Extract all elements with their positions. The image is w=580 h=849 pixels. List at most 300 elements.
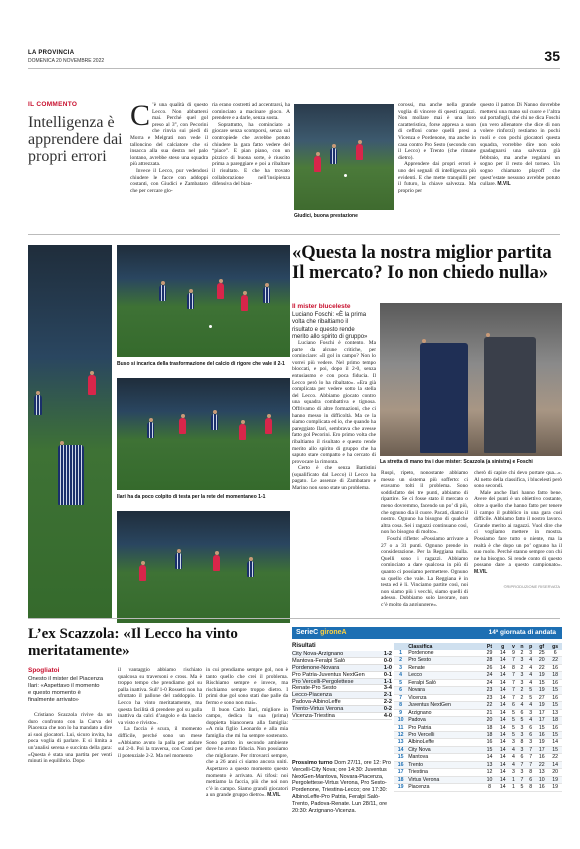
photo-penalty [117,245,290,357]
scazzola-subhead: Onesto il mister del Piacenza Ilari: «Aspettavo il momento e questo momento è finalmente arrivato» [28,676,104,703]
standings-cell: 8 [526,784,535,791]
result-match: Lecco-Piacenza [292,692,332,699]
team-name: Trento [407,761,483,768]
player-figure [330,148,337,164]
standings-cell: 10 [535,776,548,783]
team-name: Pro Vercelli [407,731,483,738]
team-name: Triestina [407,769,483,776]
standings-cell: 5 [394,679,407,686]
standings-cell: 4 [526,657,535,664]
scazzola-col-2: il vantaggio abbiamo rischiato qualcosa su traversoni e cross. Ma è troppo tempo che prendiamo gol su palla inattiva. Sull’1-0 Rossetti non ha sfruttato il pallone del raddoppio. Il Lecco ha vinto meritatamente, ma questa facilità di prendere gol su palla inattiva da calci d’angolo e da lancio va visto e rivisto». La faccia è scura, il momento difficile, perché sono un mese «Abbiamo avuto la palla per andare sul 2-0. Poi la traversa, con Conti per il potenziale 2-2. Ma nel momento [118,667,202,759]
dropcap: C [130,102,151,132]
standings-cell: 20 [535,657,548,664]
standings-cell: 2 [518,650,527,657]
standings-cell: 3 [518,731,527,738]
standings-cell: 26 [483,664,496,671]
standings-cell: 7 [526,761,535,768]
standings-column-header: gs [548,643,562,650]
standings-cell: 14 [548,739,562,746]
player-figure [263,287,270,303]
scazzola-label: Spogliatoi [28,667,60,674]
standings-row [394,761,562,768]
standings-cell: 5 [509,717,517,724]
standings-cell: 8 [509,664,517,671]
standings-cell: 14 [394,746,407,753]
team-name: Feralpi Salò [407,679,483,686]
standings-cell: 22 [535,761,548,768]
standings-cell: 14 [496,687,509,694]
standings-cell: 14 [496,650,509,657]
standings-cell: 5 [518,784,527,791]
standings-cell: 23 [483,687,496,694]
result-score: 1-1 [383,678,392,685]
result-row [292,685,392,692]
standings-cell: 3 [526,739,535,746]
player-figure [239,424,246,440]
standings-cell: 6 [394,687,407,694]
standings-cell: 2 [394,657,407,664]
result-score: 2-1 [383,692,392,699]
result-match: Vicenza-Triestina [292,713,335,720]
scazzola-headline: L’ex Scazzola: «Il Lecco ha vinto meritatamente» [28,626,238,659]
player-figure [265,418,272,434]
commento-col-2: ria erano costretti ad accentrarsi, ha cominciato a macinare gioco. A prendere e a darle, senza sosta. Soprattutto, ha cominciato a giocare senza scomporsi, senza sul contropiede che avrebbe potuto chiudere la gara fatto vedere del “piace”. E pian piano, con un pizzico di buona sorte, è riuscito prima a pareggiare e poi a ribaltare il risultato. E che ha trovato collaborazione nell’insipienza difensiva del bian- [212,102,290,188]
result-score: 0-0 [383,657,392,664]
standings-row [394,739,562,746]
standings-cell: 13 [483,761,496,768]
standings-cell: 4 [526,664,535,671]
commento-col-3: corossi, ma anche nella grande voglia di vincere di questi ragazzi. Non mollare mai è una loro caratteristica, forse appresa a suon di ceffoni come quelli presi a Vicenza e Pordenone, ma anche in casa contro Pro Sesto (secondo con il Lecco) e Trento (che rimane dietro). Apprendere dai propri errori è uno dei segnali di intelligenza più evidenti. E che mette tranquilli per il futuro, la chiave salvezza. Ma proprio per [398,102,476,194]
team-name: Juventus NextGen [407,702,483,709]
photo-save [117,511,290,623]
team-name: Pro Patria [407,724,483,731]
result-score: 4-0 [383,713,392,720]
standings-row [394,724,562,731]
photo-caption: Buso si incarica della trasformazione del calcio di rigore che vale il 2-1 [117,361,285,367]
result-match: Pro Vercelli-Pergolettese [292,678,354,685]
standings-column-header: p [526,643,535,650]
standings-row [394,702,562,709]
standings-cell: 1 [509,776,517,783]
standings-cell: 20 [548,769,562,776]
scazzola-col-1: Cristiano Scazzola rivive da un duro confronto con la Curva del Piacenza che non lo ha mandato a dire ai suoi giocatori. Lui, sicuro invita, ha poca voglia di parlare. E si limita a un’analisi serena e succinta della gara: «Questa è stata una partita per venti minuti in equilibrio. Dopo [28,712,112,765]
standings-cell: 5 [509,731,517,738]
standings-cell: 2 [518,687,527,694]
standings-row [394,754,562,761]
seriec-header [292,627,562,639]
standings-row [394,769,562,776]
standings-row [394,746,562,753]
standings-cell: 14 [496,754,509,761]
result-match: Renate-Pro Sesto [292,685,337,692]
standings-cell: 7 [509,672,517,679]
standings-column-header: v [509,643,517,650]
result-row [292,679,392,686]
standings-cell: 5 [509,724,517,731]
team-name: Pordenone [407,650,483,657]
standings-cell: 8 [518,739,527,746]
standings-cell: 15 [535,679,548,686]
standings-cell: 17 [535,709,548,716]
ball [344,174,347,177]
result-match: Mantova-Feralpi Salò [292,657,346,664]
player-figure [34,395,42,415]
standings-row [394,687,562,694]
standings-cell: 19 [535,687,548,694]
standings-cell: 16 [548,694,562,701]
commento-col-4: questo il patron Di Nanno dovrebbe mettersi una mano sul cuore e l’altra sul portafogli, ché chi ne dica Foschi (un vero allenatore che dice di non volere rinforzi) restiamo in pochi ruoli e con pochi giocatori questa squadra, vorrebbe dire non solo guadagnarsi una salvezza già febbraio, ma anche regalarsi un sogno per il resto del torneo. Un sogno chiamato playoff che quest’estate nessuno avrebbe potuto cullare. M.VIL [480,102,560,188]
player-figure [175,553,182,569]
team-name: Vicenza [407,694,483,701]
coach-figure [420,343,468,453]
player-figure [211,414,218,430]
standings-cell: 23 [483,694,496,701]
player-figure [88,375,96,395]
standings-cell: 14 [548,761,562,768]
standings-row [394,694,562,701]
photo-handshake [380,303,562,456]
result-match: Pordenone-Novara [292,664,340,671]
standings-row [394,657,562,664]
standings-row [394,679,562,686]
next-round-label: Prossimo turno [292,760,333,766]
photo-caption: Giudici, buona prestazione [294,213,358,219]
team-name: Padova [407,717,483,724]
next-round-text: Dom 27/11, ore 12: Pro Vercelli-City Nova; ore 14:30: Juventus NextGen-Mantova, Novara-Piacenza, Pergolettese-Virtus Verona, Pro Sesto-Pordenone, Triestina-Lecco; ore 17:30: AlbinoLeffe-Pro Patria, Feralpi Salò-Trento, Padova-Renate. Lun 28/11, ore 20:30: Arzignano-Vicenza. [292,760,391,814]
standings-cell: 5 [526,694,535,701]
standings-cell: 7 [509,687,517,694]
photo-buso-large [28,245,112,619]
standings-cell: 18 [394,776,407,783]
foschi-col-1: Luciano Foschi è contento. Ma parte da alcune critiche, per cominciare: «Il gol in campo? Non lo vorrei più vedere. Nel primo tempo bloccati, e poi, dopo il 2-0, senza entusiasmo e con poca fiducia. Il Lecco però lo ha ribaltato». «Era già complicata per vedere sotto la stella del Lecco. Abbiamo giocato contro una squadra combattiva e tignosa. Offrivamo di altre formazioni, che ci hanno messo in difficoltà. Ma ce la siamo complicata ed io, che quando ha pareggiato Ilari, sembrava che avesse fatto gol Pecorini. Ero primo volta che ribaltiamo il risultato e questo rende merito allo spirito di gruppo che ha saputo stare compatto e ha cercato di provocare la rimonta. Certo è che senza Battistini (squalificato dal Lecco) il Lecco ha pagato. Le assenze di Zambataro e Marino non sono state un problema. [292,340,376,492]
standings-cell: 7 [509,657,517,664]
standings-body [394,650,562,791]
standings-cell: 1 [509,784,517,791]
standings-cell: 6 [526,724,535,731]
result-row [292,658,392,665]
standings-cell: 15 [548,731,562,738]
foschi-subhead: Luciano Foschi: «È la prima volta che ribaltiamo il risultato e questo rende merito allo spirito di gruppo» [292,312,368,341]
standings-cell: 4 [394,672,407,679]
commento-title: Intelligenza è apprendere dai propri errori [28,114,123,165]
standings-cell: 15 [548,702,562,709]
standings-cell: 17 [394,769,407,776]
standings-cell: 14 [496,724,509,731]
standings-cell: 7 [526,754,535,761]
standings-cell: 16 [535,754,548,761]
player-figure [58,445,84,505]
standings-header [394,643,562,650]
standings-cell: 14 [496,664,509,671]
result-row [292,672,392,679]
player-figure [217,283,224,299]
standings-cell: 24 [483,679,496,686]
foschi-col-2: Ruspi, ripeto, nonostante abbiamo messo un sistema più sofferto: ci eravamo tolti il problema. Sono soddisfatto dei tre punti, abbiamo di ripartire. Se ci fosse stato il mercato o meno dovremmo, facendo un po’ di più, che ognuno dia il cuore. Pacati, diamo il nostro. Ognuno ha bisogno di qualche altra cosa. Sei i ragazzi continuano così, non ho bisogno di molto». Foschi riflette: «Possiamo arrivare a 27 o a 31 punti. Ognuno prende in considerazione. Per la Reggiana nulla. Quelli sono i ragazzi. Abbiamo cominciato a dare qualcosa in più di quanto ci possiamo permettere. Ognuno sa quello che vale. La Reggiana è in testa ed è lì. Vinciamo partite così, noi non siamo più i vecchi, siamo quelli di adesso. Dobbiamo solo lavorare, non c’è molto da aggiungere». [381,470,468,606]
coach-figure [484,337,536,453]
result-score: 1-0 [383,664,392,671]
standings-cell: 4 [509,754,517,761]
standings-cell: 16 [535,784,548,791]
standings-cell: 7 [518,761,527,768]
result-score: 3-4 [383,685,392,692]
standings-cell: 14 [496,746,509,753]
standings-cell: 27 [535,694,548,701]
team-name: AlbinoLeffe [407,739,483,746]
standings-cell: 10 [483,776,496,783]
standings-cell: 8 [526,769,535,776]
standings-cell: 7 [394,694,407,701]
standings-row [394,717,562,724]
standings-cell: 12 [483,769,496,776]
standings-cell: 18 [548,672,562,679]
standings-cell: 3 [518,746,527,753]
standings-cell: 6 [518,709,527,716]
standings-cell: 6 [509,702,517,709]
photo-caption: Ilari ha da poco colpito di testa per la rete del momentaneo 1-1 [117,494,266,500]
standings-cell: 19 [535,739,548,746]
standings-cell: 17 [535,717,548,724]
result-match: Trento-Virtus Verona [292,706,344,713]
standings-cell: 9 [509,650,517,657]
result-score: 1-2 [383,651,392,657]
team-name: Virtus Verona [407,776,483,783]
byline: M.VIL [267,792,281,799]
standings-cell: 5 [518,717,527,724]
standings-cell: 19 [394,784,407,791]
team-name: Novara [407,687,483,694]
standings-row [394,731,562,738]
standings-cell: 14 [496,657,509,664]
result-match: Pro Patria-Juventus NextGen [292,671,365,678]
standings-cell: 15 [548,746,562,753]
team-name: Lecco [407,672,483,679]
standings-cell: 13 [394,739,407,746]
standings-cell: 6 [526,776,535,783]
standings-cell: 16 [548,724,562,731]
player-figure [147,422,154,438]
standings-cell: 18 [548,717,562,724]
standings-cell: 7 [526,746,535,753]
result-row [292,692,392,699]
standings-cell: 19 [535,672,548,679]
standings-cell: 18 [483,724,496,731]
commento-col-1: C ’è una qualità di questo Lecco. Non abbattersi mai. Perché quel gol preso al 3°, con Pecorini che rinvia sui piedi di Morra e Melgrati non vede il talloncino del calciatore che si insacca alla sua destra nel palo lontano, avrebbe steso una squadra più attrezzata. Invece il Lecco, pur vedendosi chiudere le facce con addoppi costanti, con Giudici e Zambataro che per cercare glo- [130,102,208,194]
standings-cell: 14 [496,761,509,768]
standings-cell: 22 [548,657,562,664]
standings-cell: 3 [509,769,517,776]
standings-cell: 7 [509,694,517,701]
standings-cell: 4 [526,717,535,724]
standings-column-header: Pt [483,643,496,650]
standings-cell: 5 [526,687,535,694]
result-match: City Nova-Arzignano [292,651,344,657]
player-figure [213,555,220,571]
standings-cell: 3 [394,664,407,671]
paper-name: LA PROVINCIA [28,50,75,56]
standings-cell: 3 [526,650,535,657]
standings-cell: 14 [496,731,509,738]
player-figure [139,565,146,581]
standings-cell: 20 [483,717,496,724]
result-row [292,706,392,713]
standings-cell: 25 [535,650,548,657]
standings-cell: 6 [526,731,535,738]
player-figure [241,295,248,311]
standings-cell: 16 [394,761,407,768]
standings-cell: 14 [496,702,509,709]
paper-date: DOMENICA 20 NOVEMBRE 2022 [28,58,105,64]
standings-cell: 2 [518,664,527,671]
result-score: 2-2 [383,699,392,706]
result-match: Padova-AlbinoLeffe [292,699,341,706]
standings-cell: 22 [483,702,496,709]
standings-cell: 19 [535,702,548,709]
standings-row [394,664,562,671]
team-name: Mantova [407,754,483,761]
standings-cell: 3 [518,672,527,679]
result-score: 0-2 [383,706,392,713]
standings-cell: 22 [548,754,562,761]
standings-cell: 15 [394,754,407,761]
results-title: Risultati [292,643,316,649]
section-rule [28,618,560,619]
standings-column-header [394,643,407,650]
standings-cell: 19 [548,784,562,791]
standings-cell: 4 [526,679,535,686]
standings-cell: 29 [483,650,496,657]
team-name: Arzignano [407,709,483,716]
player-figure [314,156,321,172]
standings-row [394,672,562,679]
team-name: Renate [407,664,483,671]
standings-cell: 16 [535,731,548,738]
standings-cell: 14 [496,784,509,791]
masthead-rule [28,68,560,69]
standings-cell: 4 [518,702,527,709]
team-name: City Nova [407,746,483,753]
standings-cell: 3 [526,709,535,716]
standings-cell: 8 [483,784,496,791]
result-row [292,651,392,658]
standings-cell: 16 [483,739,496,746]
next-round [292,760,392,814]
standings-cell: 17 [535,746,548,753]
team-name: Pro Sesto [407,657,483,664]
standings-row [394,650,562,657]
standings-cell: 15 [548,687,562,694]
foschi-headline: «Questa la nostra miglior partita Il mercato? Io non chiedo nulla» [292,243,552,283]
standings-cell: 3 [518,657,527,664]
result-row [292,665,392,672]
standings-cell: 11 [394,724,407,731]
standings-cell: 14 [496,776,509,783]
standings-table [394,643,562,792]
standings-cell: 6 [518,754,527,761]
scazzola-col-3: in cui prendiamo sempre gol, non è tanto quello che crei il problema. Rischiamo sempre e invece, ma rischiamo sempre troppo dietro. I primi due gol sono stati due palle da fermo e sono non mai». Il buon Carlo Ilari, migliore in campo, dedica la sua (prima) doppietta bianconera alla famiglia: «A mia figlio Leonardo e alla mia famiglia che mi ha sempre sostenuto. Sono partito in secondo ambiente dove ho avuto fiducia. Non possiamo che migliorare. Per ritrovarci sempre, che a 26 anni ci siamo ancora uniti. Aspettavo a questo momento questo momento è arrivato. Ai tifosi: noi mettiamo la faccia, più che noi non c’è in campo. Siamo grandi giocatori a un grande gruppo dietro». M.VIL [206,667,288,799]
section-rule [28,234,560,235]
standings-cell: 9 [394,709,407,716]
standings-column-header: g [496,643,509,650]
standings-cell: 7 [509,679,517,686]
team-name: Piacenza [407,784,483,791]
standings-cell: 14 [496,769,509,776]
player-figure [187,293,194,309]
standings-cell: 3 [518,679,527,686]
copyright-credit: ©RIPRODUZIONE RISERVATA [503,584,560,589]
standings-cell: 7 [518,776,527,783]
player-figure [179,418,186,434]
results-list [292,651,392,720]
standings-cell: 22 [535,664,548,671]
standings-cell: 13 [535,769,548,776]
standings-cell: 2 [518,694,527,701]
standings-cell: 3 [518,769,527,776]
byline: M.VIL [474,568,488,575]
standings-cell: 14 [496,694,509,701]
standings-cell: 6 [548,650,562,657]
section-label: IL COMMENTO [28,101,78,108]
standings-cell: 16 [548,664,562,671]
standings-cell: 14 [496,679,509,686]
player-figure [247,561,254,577]
foschi-label: Il mister bluceleste [292,303,351,310]
standings-cell: 5 [509,709,517,716]
standings-cell: 19 [548,776,562,783]
seriec-logo: SerieC gironeA [296,629,347,636]
standings-cell: 14 [496,739,509,746]
standings-cell: 4 [526,702,535,709]
result-score: 0-1 [383,671,392,678]
byline: M.VIL [497,181,511,188]
standings-cell: 4 [509,746,517,753]
standings-cell: 3 [518,724,527,731]
standings-row [394,784,562,791]
standings-cell: 4 [526,672,535,679]
standings-cell: 18 [483,731,496,738]
standings-row [394,709,562,716]
photo-giudici [294,104,394,210]
standings-column-header: Classifica [407,643,483,650]
standings-cell: 24 [483,672,496,679]
foschi-col-3: cherò di capire chi devo portare qua...». Al netto della classifica, i blucelesti però sono secondi. Male anche Ilari hanno fatto bene. Avere dei punti è un obiettivo costante, oltre a quello che hanno fatto per tenere il campo il pubblico in una gara così difficile. Abbiamo fatto il nostro lavoro. Grande merito ai ragazzi. Vuol dire che ci vogliamo mettere in mostra. Possiamo fare tutto o niente, ma la realtà è che dopo un po’ ognuno ha il suo ruolo. Perché stanno sempre con chi ne ha bisogno. Si rende conto di questo possano dare a questo campionato». M.VIL [474,470,562,575]
player-figure [159,285,166,301]
photo-ilari-header [117,378,290,490]
standings-cell: 1 [394,650,407,657]
standings-cell: 13 [548,709,562,716]
standings-cell: 12 [394,731,407,738]
ball [209,325,212,328]
standings-cell: 8 [394,702,407,709]
standings-cell: 15 [483,746,496,753]
standings-cell: 14 [496,717,509,724]
photo-caption: La stretta di mano tra i due mister: Scazzola (a sinistra) e Foschi [380,459,533,465]
player-figure [356,144,363,160]
standings-column-header: gf [535,643,548,650]
standings-cell: 14 [496,709,509,716]
standings-cell: 16 [548,679,562,686]
page-number: 35 [544,48,560,64]
standings-row [394,776,562,783]
result-row [292,699,392,706]
standings-cell: 15 [535,724,548,731]
standings-column-header: n [518,643,527,650]
standings-cell: 21 [483,709,496,716]
standings-cell: 14 [483,754,496,761]
round-label: 14ª giornata di andata [488,629,556,636]
standings-cell: 28 [483,657,496,664]
result-row [292,713,392,720]
standings-cell: 3 [509,739,517,746]
